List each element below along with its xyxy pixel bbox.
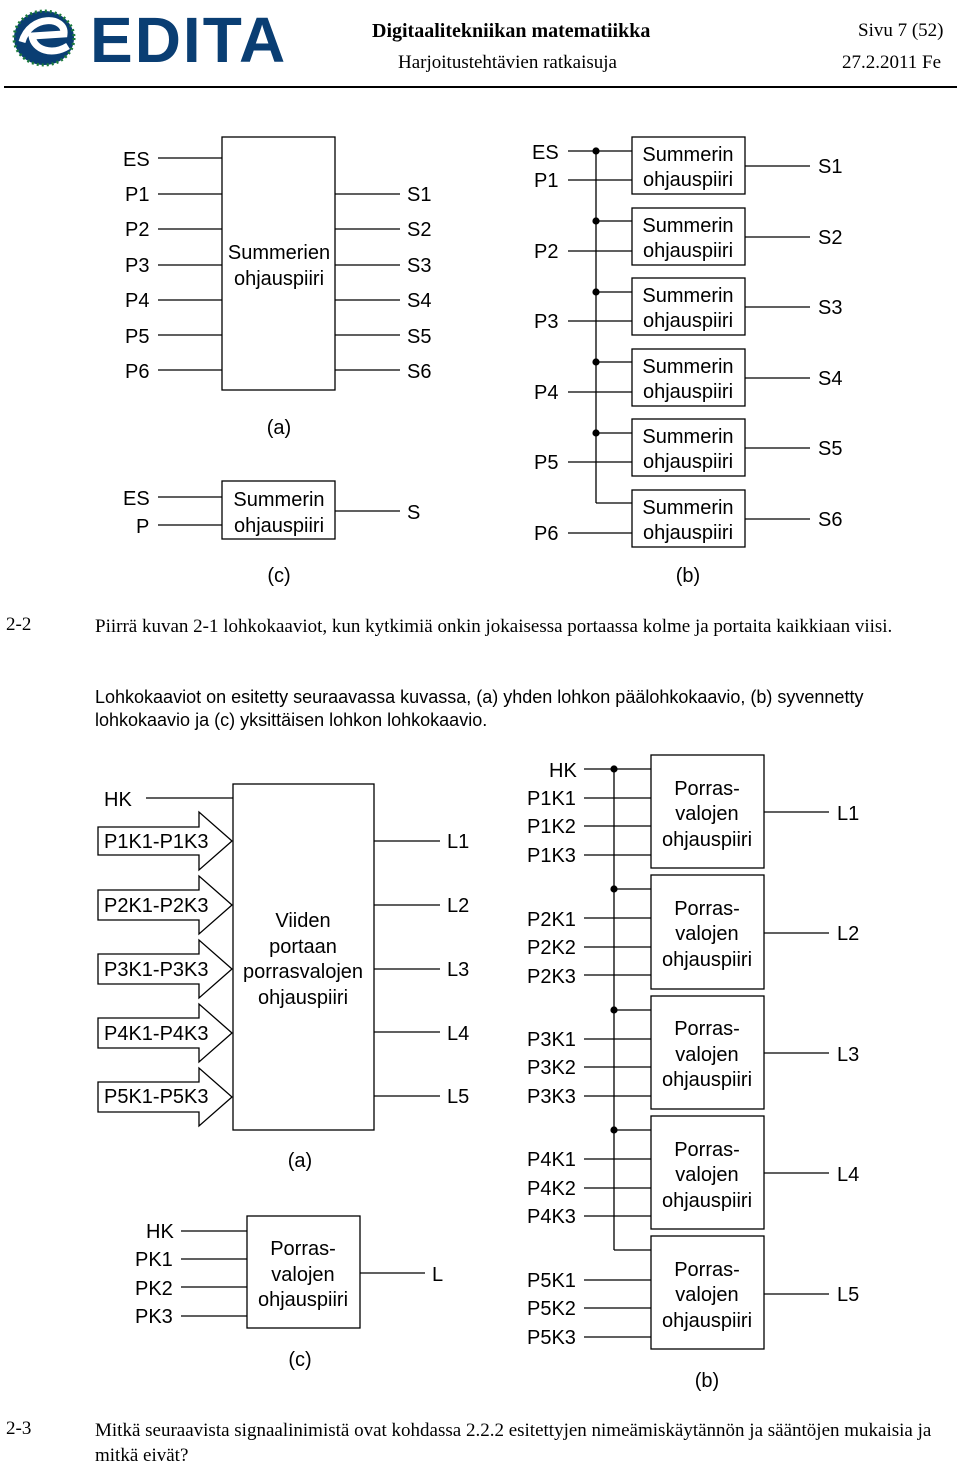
input-label: P4K3 [527, 1206, 576, 1228]
output-label: S5 [407, 326, 432, 348]
bus-input-label: P4K1-P4K3 [104, 1023, 209, 1045]
block-label: Summerin [642, 215, 734, 237]
block-label: Viiden [275, 910, 331, 932]
input-label: P3 [125, 255, 150, 277]
output-label: L3 [447, 959, 470, 981]
task-text: Piirrä kuvan 2-1 lohkokaaviot, kun kytkimiä onkin jokaisessa portaassa kolme ja portaita kaikkiaan viisi. [95, 616, 893, 637]
block-label: ohjauspiiri [642, 240, 734, 262]
block-label: ohjauspiiri [257, 987, 349, 1009]
hk-label: HK [549, 760, 577, 782]
summer-single-block-label-2: ohjauspiiri [233, 515, 325, 537]
summer-sub-blocks [534, 137, 842, 547]
input-label: P4 [125, 290, 150, 312]
output-label: L2 [447, 895, 470, 917]
block-label: Summerin [642, 285, 734, 307]
stair-main-outputs [374, 831, 469, 1108]
caption-c: (c) [288, 1349, 312, 1371]
input-label: P3K1 [527, 1029, 576, 1051]
block-label: valojen [675, 1164, 739, 1186]
diagram-summer-block [0, 90, 960, 600]
input-label: PK1 [135, 1249, 173, 1271]
bus-input-label: P2K1-P2K3 [104, 895, 209, 917]
output-label: L4 [447, 1023, 470, 1045]
input-label: P1K3 [527, 845, 576, 867]
input-label: P [136, 516, 150, 538]
output-label: S2 [407, 219, 432, 241]
input-label: P3 [534, 311, 559, 333]
block-label: ohjauspiiri [661, 829, 753, 851]
block-label: ohjauspiiri [642, 169, 734, 191]
caption-c: (c) [267, 565, 291, 587]
input-label: HK [146, 1221, 174, 1243]
output-label: S3 [818, 297, 843, 319]
output-label: S5 [818, 438, 843, 460]
block-label: valojen [675, 803, 739, 825]
output-label: S1 [407, 184, 432, 206]
output-label: L5 [837, 1284, 860, 1306]
task-number: 2-3 [6, 1418, 32, 1439]
block-label: ohjauspiiri [661, 1069, 753, 1091]
block-label: valojen [675, 1044, 739, 1066]
input-label: P5K2 [527, 1298, 576, 1320]
block-label: ohjauspiiri [661, 1190, 753, 1212]
output-label: S6 [407, 361, 432, 383]
block-label: ohjauspiiri [642, 451, 734, 473]
input-label: ES [123, 149, 150, 171]
output-label: L4 [837, 1164, 860, 1186]
bus-input-label: P5K1-P5K3 [104, 1086, 209, 1108]
block-label: ohjauspiiri [661, 949, 753, 971]
block-label: Porras- [674, 1018, 740, 1040]
answer-intro: Lohkokaaviot on esitetty seuraavassa kuvassa, (a) yhden lohkon päälohkokaavio, (b) syvennetty lohkokaavio ja (c) yksittäisen lohkon lohkokaavio. [95, 687, 864, 730]
input-label: P4K2 [527, 1178, 576, 1200]
input-label: P2K1 [527, 909, 576, 931]
summer-main-outputs [335, 184, 431, 383]
output-label: L5 [447, 1086, 470, 1108]
stair-sub-blocks [527, 755, 859, 1349]
output-label: L2 [837, 923, 860, 945]
block-label: ohjauspiiri [257, 1289, 349, 1311]
input-label: P6 [125, 361, 150, 383]
input-label: P3K2 [527, 1057, 576, 1079]
output-label: S4 [407, 290, 432, 312]
block-label: portaan [269, 936, 337, 958]
summer-main-block-label-1: Summerien [227, 242, 331, 264]
output-label: L3 [837, 1044, 860, 1066]
document-title: Digitaalitekniikan matematiikka [372, 20, 651, 42]
task-text: Mitkä seuraavista signaalinimistä ovat kohdassa 2.2.2 esitettyjen nimeämiskäytännön ja sääntöjen mukaisia ja mitkä eivät? [95, 1420, 932, 1466]
bus-input-label: P3K1-P3K3 [104, 959, 209, 981]
input-label: P2K3 [527, 966, 576, 988]
output-label: L [432, 1264, 444, 1286]
logo-text: EDITA [90, 4, 288, 76]
output-label: S3 [407, 255, 432, 277]
block-label: Summerin [642, 497, 734, 519]
input-label: P3K3 [527, 1086, 576, 1108]
diagram-stair-light-block [0, 750, 960, 1400]
input-label: P5 [125, 326, 150, 348]
block-label: ohjauspiiri [642, 522, 734, 544]
bus-inputs [98, 812, 232, 1126]
block-label: ohjauspiiri [661, 1310, 753, 1332]
block-label: Summerin [642, 356, 734, 378]
block-label: Summerin [642, 426, 734, 448]
input-label: P2 [125, 219, 150, 241]
caption-a: (a) [266, 417, 292, 439]
bus-label: ES [532, 142, 559, 164]
hk-label: HK [104, 789, 132, 811]
document-date: 27.2.2011 Fe [842, 52, 942, 73]
input-label: P5K3 [527, 1327, 576, 1349]
input-label: P1K2 [527, 816, 576, 838]
header-divider [4, 86, 957, 88]
summer-main-block-label-2: ohjauspiiri [233, 268, 325, 290]
summer-single-block-label-1: Summerin [233, 489, 325, 511]
caption-b: (b) [694, 1370, 720, 1392]
input-label: P2 [534, 241, 559, 263]
document-subtitle: Harjoitustehtävien ratkaisuja [398, 52, 617, 73]
input-label: P4K1 [527, 1149, 576, 1171]
block-label: Porras- [674, 1259, 740, 1281]
block-label: valojen [675, 923, 739, 945]
block-label: ohjauspiiri [642, 381, 734, 403]
input-label: P5K1 [527, 1270, 576, 1292]
input-label: P1 [125, 184, 150, 206]
input-label: P1 [534, 170, 559, 192]
page-number: Sivu 7 (52) [858, 20, 944, 41]
caption-b: (b) [675, 565, 701, 587]
output-label: S [407, 502, 421, 524]
output-label: S4 [818, 368, 843, 390]
edita-logo-mark [8, 4, 288, 76]
task-number: 2-2 [6, 614, 32, 635]
block-label: Porras- [674, 778, 740, 800]
block-label: ohjauspiiri [642, 310, 734, 332]
edita-logo [8, 4, 288, 76]
output-label: S1 [818, 156, 843, 178]
output-label: S6 [818, 509, 843, 531]
input-label: PK2 [135, 1278, 173, 1300]
caption-a: (a) [287, 1150, 313, 1172]
input-label: PK3 [135, 1306, 173, 1328]
output-label: L1 [837, 803, 860, 825]
input-label: P5 [534, 452, 559, 474]
block-label: valojen [675, 1284, 739, 1306]
summer-main-inputs [123, 149, 222, 383]
input-label: P4 [534, 382, 559, 404]
block-label: Porras- [674, 898, 740, 920]
block-label: Summerin [642, 144, 734, 166]
output-label: L1 [447, 831, 470, 853]
block-label: Porras- [674, 1139, 740, 1161]
output-label: S2 [818, 227, 843, 249]
input-label: P6 [534, 523, 559, 545]
input-label: P2K2 [527, 937, 576, 959]
input-label: ES [123, 488, 150, 510]
block-label: porrasvalojen [242, 961, 364, 983]
block-label: Porras- [270, 1238, 336, 1260]
input-label: P1K1 [527, 788, 576, 810]
block-label: valojen [271, 1264, 335, 1286]
bus-input-label: P1K1-P1K3 [104, 831, 209, 853]
